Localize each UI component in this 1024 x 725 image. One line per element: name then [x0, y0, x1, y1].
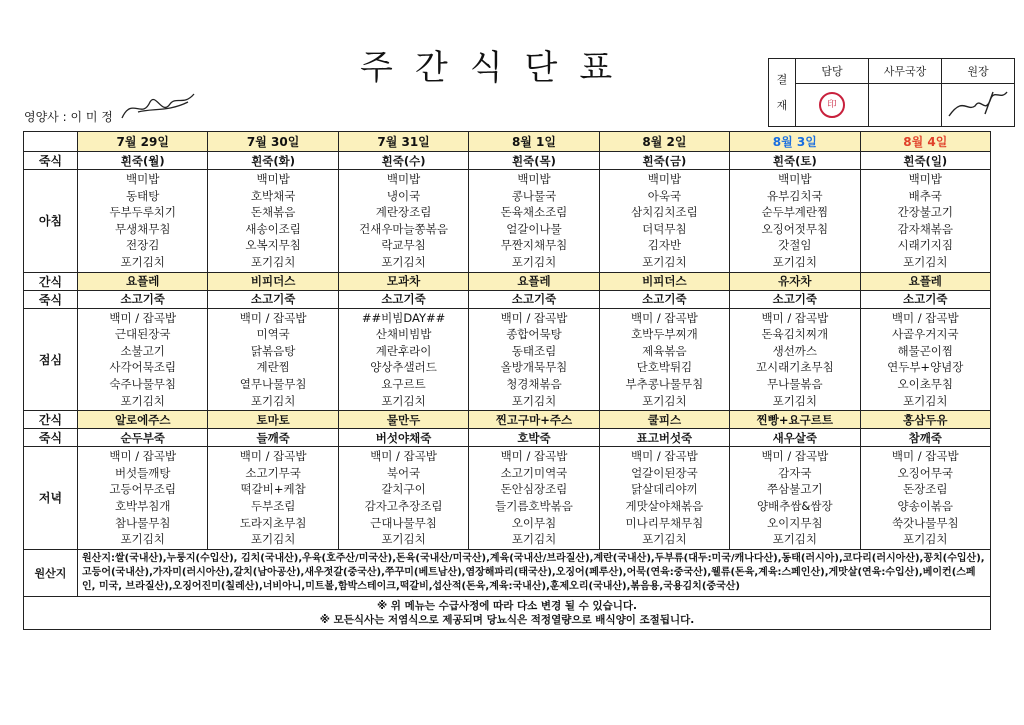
menu-item: 양배추쌈&쌈장	[757, 498, 833, 513]
note-line: ※ 모든식사는 저염식으로 제공되며 당뇨식은 적정열량으로 배식양이 조절됩니다.	[319, 613, 695, 626]
approval-role-secretary: 사무국장	[869, 59, 942, 84]
menu-cell: 들깨죽	[208, 429, 338, 447]
morning-snack-row	[24, 272, 991, 290]
day-header-saturday: 8월 3일	[730, 132, 860, 152]
menu-cell: 순두부죽	[78, 429, 208, 447]
menu-item: 계란찜	[256, 360, 290, 375]
menu-item: 오이무침	[511, 515, 557, 530]
menu-cell	[338, 447, 468, 550]
note-line: ※ 위 메뉴는 수급사정에 따라 다소 변경 될 수 있습니다.	[376, 599, 638, 612]
menu-item: 백미밥	[778, 172, 812, 186]
menu-item: 락교무침	[381, 238, 426, 253]
menu-cell: 요플레	[78, 272, 208, 290]
menu-item: 참나물무침	[114, 515, 171, 530]
menu-item: 백미밥	[386, 172, 421, 186]
menu-item: 오이지무침	[767, 515, 823, 530]
menu-cell	[78, 447, 208, 550]
menu-item: 포기김치	[642, 393, 687, 408]
menu-cell: 버섯야채죽	[338, 429, 468, 447]
menu-item: 요구르트	[381, 376, 426, 391]
menu-item: 포기김치	[381, 254, 426, 269]
menu-item: 오징어무국	[897, 465, 954, 480]
menu-cell: 흰죽(화)	[208, 152, 338, 170]
menu-item: 소불고기	[120, 343, 165, 358]
menu-item: 백미밥	[126, 172, 160, 186]
approval-stamp: 印	[819, 92, 845, 118]
menu-item: 배추국	[908, 188, 942, 203]
menu-cell: 요플레	[860, 272, 990, 290]
menu-item: 미나리무채무침	[625, 515, 704, 530]
menu-item: 백미 / 잡곡밥	[109, 449, 177, 464]
menu-cell	[599, 308, 729, 411]
menu-item: 동태조림	[511, 343, 557, 358]
row-label: 간식	[24, 272, 78, 290]
menu-item: 백미 / 잡곡밥	[239, 310, 307, 325]
menu-cell: 비피더스	[599, 272, 729, 290]
menu-item: 백미 / 잡곡밥	[761, 310, 829, 325]
director-signature	[945, 86, 1011, 122]
menu-item: 들기름호박볶음	[495, 498, 573, 513]
menu-item: 백미 / 잡곡밥	[239, 449, 307, 464]
page-title: 주간식단표	[360, 48, 635, 88]
menu-cell	[599, 170, 729, 273]
menu-cell: 표고버섯죽	[599, 429, 729, 447]
menu-item: 사골우거지국	[891, 327, 959, 342]
notes-cell	[24, 596, 991, 629]
menu-item: 더덕무침	[642, 221, 687, 236]
menu-item: 양상추샐러드	[370, 360, 437, 375]
menu-item: 근대나물무침	[370, 515, 437, 530]
menu-cell: 참깨죽	[860, 429, 990, 447]
menu-cell: 물만두	[338, 411, 468, 429]
menu-item: 포기김치	[511, 254, 557, 269]
menu-cell	[338, 308, 468, 411]
menu-item: 돈장조림	[903, 482, 948, 497]
menu-item: 냉이국	[386, 188, 421, 203]
menu-item: 청경채볶음	[506, 376, 562, 391]
menu-item: 갈치구이	[381, 482, 426, 497]
menu-item: 백미밥	[517, 172, 551, 186]
menu-item: 단호박튀김	[636, 360, 693, 375]
menu-item: 시래기지짐	[897, 238, 954, 253]
menu-item: 포기김치	[903, 532, 948, 547]
menu-item: 돈육김치찌개	[761, 327, 829, 342]
day-header: 8월 2일	[599, 132, 729, 152]
menu-item: 백미 / 잡곡밥	[500, 310, 568, 325]
menu-cell: 소고기죽	[860, 290, 990, 308]
row-label: 죽식	[24, 429, 78, 447]
date-header-row	[24, 132, 991, 152]
menu-item: 포기김치	[511, 393, 557, 408]
menu-item: 삼치김치조림	[631, 205, 698, 220]
origin-label: 원산지	[24, 549, 78, 596]
dietitian-signature	[118, 90, 198, 124]
menu-item: 포기김치	[250, 254, 296, 269]
approval-role-manager: 담당	[796, 59, 869, 84]
menu-cell: 유자차	[730, 272, 860, 290]
menu-cell: 소고기죽	[208, 290, 338, 308]
menu-item: 새송이조림	[245, 221, 301, 236]
menu-item: 닭볶음탕	[250, 343, 296, 358]
menu-cell: 찐고구마+주스	[469, 411, 599, 429]
menu-item: 포기김치	[381, 532, 426, 547]
menu-item: 근대된장국	[114, 327, 171, 342]
menu-item: 해물곤이찜	[897, 343, 954, 358]
menu-item: 숙주나물무침	[109, 376, 177, 391]
approval-box	[768, 58, 1015, 127]
menu-item: 게맛살야채볶음	[625, 498, 704, 513]
origin-text: 원산지:쌀(국내산),누룽지(수입산), 김치(국내산),우육(호주산/미국산),돈육(국내산/미국산),계육(국내산/브라질산),계란(국내산),두부류(대두:미국/캐나다산),동태(러시아),코다리(러시아산),꽁치(수입산),고등어(국내산),가자미(러시아산),갈치(남아공산),새우젓갈(중국산),쭈꾸미(베트남산),염장해파리(태국산),오징어(페루산),어묵(연육:중국산),웰류(돈육,계육:스페인산),게맛살(연육:수입산),베이컨(스페인, 미국, 브라질산),오징어진미(칠레산),너비아니,미트볼,함박스테이크,떡갈비,섭산적(돈육,계육:국내산),훈제오리(국내산),볶음용,국용김치(중국산)	[78, 549, 991, 596]
menu-item: 간장불고기	[897, 205, 954, 220]
day-header: 7월 31일	[338, 132, 468, 152]
menu-cell: 모과차	[338, 272, 468, 290]
menu-item: 포기김치	[772, 532, 818, 547]
menu-item: 두부조림	[250, 498, 296, 513]
menu-item: 포기김치	[772, 393, 818, 408]
menu-cell	[208, 447, 338, 550]
dinner-row	[24, 447, 991, 550]
menu-item: 순두부계란찜	[761, 205, 829, 220]
menu-item: 부추콩나물무침	[625, 376, 704, 391]
menu-item: 연두부+양념장	[887, 360, 964, 375]
menu-item: 미역국	[256, 327, 290, 342]
dinner-porridge-row	[24, 429, 991, 447]
approval-role-director: 원장	[942, 59, 1015, 84]
menu-item: 생선까스	[772, 343, 818, 358]
lunch-row	[24, 308, 991, 411]
approval-side-label-bottom: 재	[776, 98, 788, 112]
menu-cell	[730, 170, 860, 273]
menu-item: 유부김치국	[767, 188, 823, 203]
day-header: 8월 1일	[469, 132, 599, 152]
menu-item: 백미밥	[908, 172, 942, 186]
menu-item: 양송이볶음	[897, 498, 954, 513]
row-label: 죽식	[24, 152, 78, 170]
menu-item: 백미 / 잡곡밥	[109, 310, 177, 325]
menu-cell: 호박죽	[469, 429, 599, 447]
menu-item: 쑥갓나물무침	[891, 515, 959, 530]
menu-item: 버섯들깨탕	[114, 465, 171, 480]
breakfast-porridge-row	[24, 152, 991, 170]
menu-cell	[599, 447, 729, 550]
menu-item: 포기김치	[381, 393, 426, 408]
menu-item: 올방개묵무침	[500, 360, 568, 375]
menu-item: 얼갈이나물	[506, 221, 562, 236]
row-label: 간식	[24, 411, 78, 429]
menu-item: 열무나물무침	[239, 376, 307, 391]
menu-item: 두부두루치기	[109, 205, 177, 220]
menu-item: 포기김치	[903, 393, 948, 408]
menu-item: 감자고추장조림	[364, 498, 443, 513]
menu-item: 백미 / 잡곡밥	[891, 310, 959, 325]
day-header-sunday: 8월 4일	[860, 132, 990, 152]
menu-item: 계란장조림	[375, 205, 432, 220]
menu-item: 고등어무조림	[109, 482, 177, 497]
menu-item: 얼갈이된장국	[631, 465, 698, 480]
menu-item: 전장김	[126, 238, 160, 253]
menu-item: 호박부침개	[114, 498, 171, 513]
menu-cell	[78, 170, 208, 273]
menu-item: 백미 / 잡곡밥	[891, 449, 959, 464]
menu-item: 아욱국	[647, 188, 682, 203]
afternoon-snack-row	[24, 411, 991, 429]
menu-cell: 흰죽(토)	[730, 152, 860, 170]
menu-item: 북어국	[386, 465, 421, 480]
menu-item: 백미밥	[256, 172, 290, 186]
day-header: 7월 30일	[208, 132, 338, 152]
menu-item: 백미 / 잡곡밥	[370, 449, 437, 464]
menu-item: 돈육채소조림	[500, 205, 568, 220]
menu-item: 포기김치	[642, 532, 687, 547]
menu-cell: 토마토	[208, 411, 338, 429]
menu-item: 김자반	[647, 238, 682, 253]
breakfast-row	[24, 170, 991, 273]
menu-cell: 홍삼두유	[860, 411, 990, 429]
menu-item: 호박채국	[250, 188, 296, 203]
menu-cell: 찐빵+요구르트	[730, 411, 860, 429]
menu-cell: 알로에주스	[78, 411, 208, 429]
menu-item: 산채비빔밥	[375, 327, 432, 342]
menu-item: 사각어묵조림	[109, 360, 177, 375]
menu-cell	[860, 308, 990, 411]
menu-item: 건새우마늘쫑볶음	[359, 221, 448, 236]
menu-item: 콩나물국	[511, 188, 557, 203]
menu-cell	[208, 308, 338, 411]
origin-row	[24, 549, 991, 596]
menu-item: 쭈삼불고기	[767, 482, 823, 497]
menu-item: 오징어젓무침	[761, 221, 829, 236]
menu-item: 포기김치	[772, 254, 818, 269]
menu-item: 종합어묵탕	[506, 327, 562, 342]
menu-cell	[469, 308, 599, 411]
menu-cell: 요플레	[469, 272, 599, 290]
menu-item: 포기김치	[120, 393, 165, 408]
menu-item: 포기김치	[250, 532, 296, 547]
row-label: 저녁	[24, 447, 78, 550]
menu-item: 백미 / 잡곡밥	[631, 449, 698, 464]
menu-item: 백미 / 잡곡밥	[761, 449, 829, 464]
notes-row	[24, 596, 991, 629]
menu-item: 포기김치	[120, 532, 165, 547]
menu-item: 백미 / 잡곡밥	[500, 449, 568, 464]
menu-item: 돈채볶음	[250, 205, 296, 220]
menu-item: 소고기미역국	[500, 465, 568, 480]
menu-cell: 소고기죽	[730, 290, 860, 308]
menu-item: 포기김치	[642, 254, 687, 269]
menu-item: 호박두부찌개	[631, 327, 698, 342]
menu-cell: 소고기죽	[469, 290, 599, 308]
menu-item: 무짠지채무침	[500, 238, 568, 253]
menu-item: 떡갈비+케찹	[240, 482, 306, 497]
menu-item: 소고기무국	[245, 465, 301, 480]
menu-item: 오복지무침	[245, 238, 301, 253]
menu-item: 돈안심장조림	[500, 482, 568, 497]
menu-item: 꼬시래기초무침	[755, 360, 834, 375]
menu-item: 계란후라이	[375, 343, 432, 358]
menu-cell: 흰죽(월)	[78, 152, 208, 170]
row-label: 죽식	[24, 290, 78, 308]
menu-item: 감자국	[778, 465, 812, 480]
menu-item: 백미밥	[647, 172, 682, 186]
approval-side-label-top: 결	[776, 72, 788, 86]
menu-cell: 새우살죽	[730, 429, 860, 447]
menu-cell	[469, 170, 599, 273]
day-header: 7월 29일	[78, 132, 208, 152]
menu-cell	[730, 308, 860, 411]
menu-cell	[469, 447, 599, 550]
menu-cell: 쿨피스	[599, 411, 729, 429]
menu-cell: 소고기죽	[338, 290, 468, 308]
header-corner	[24, 132, 78, 152]
menu-cell: 흰죽(수)	[338, 152, 468, 170]
menu-cell	[338, 170, 468, 273]
menu-cell	[860, 447, 990, 550]
menu-item: 무나물볶음	[767, 376, 823, 391]
menu-item: 도라지초무침	[239, 515, 307, 530]
menu-item: 포기김치	[120, 254, 165, 269]
menu-item: ##비빔DAY##	[361, 310, 446, 325]
menu-item: 포기김치	[250, 393, 296, 408]
menu-cell: 흰죽(일)	[860, 152, 990, 170]
row-label: 점심	[24, 308, 78, 411]
menu-item: 감자채볶음	[897, 221, 954, 236]
menu-cell: 흰죽(목)	[469, 152, 599, 170]
dietitian-label: 영양사 : 이 미 정	[24, 110, 113, 124]
menu-item: 백미 / 잡곡밥	[631, 310, 698, 325]
menu-cell: 비피더스	[208, 272, 338, 290]
menu-item: 포기김치	[511, 532, 557, 547]
weekly-menu-table	[23, 131, 991, 630]
menu-item: 포기김치	[903, 254, 948, 269]
menu-item: 오이초무침	[897, 376, 954, 391]
menu-cell	[730, 447, 860, 550]
menu-cell	[78, 308, 208, 411]
menu-cell	[208, 170, 338, 273]
menu-item: 닭살데리야끼	[631, 482, 698, 497]
menu-cell: 흰죽(금)	[599, 152, 729, 170]
menu-item: 갓절임	[778, 238, 812, 253]
menu-item: 무생채무침	[114, 221, 171, 236]
menu-item: 동태탕	[126, 188, 160, 203]
menu-cell	[860, 170, 990, 273]
menu-cell: 소고기죽	[78, 290, 208, 308]
lunch-porridge-row	[24, 290, 991, 308]
menu-item: 제육볶음	[642, 343, 687, 358]
menu-cell: 소고기죽	[599, 290, 729, 308]
row-label: 아침	[24, 170, 78, 273]
